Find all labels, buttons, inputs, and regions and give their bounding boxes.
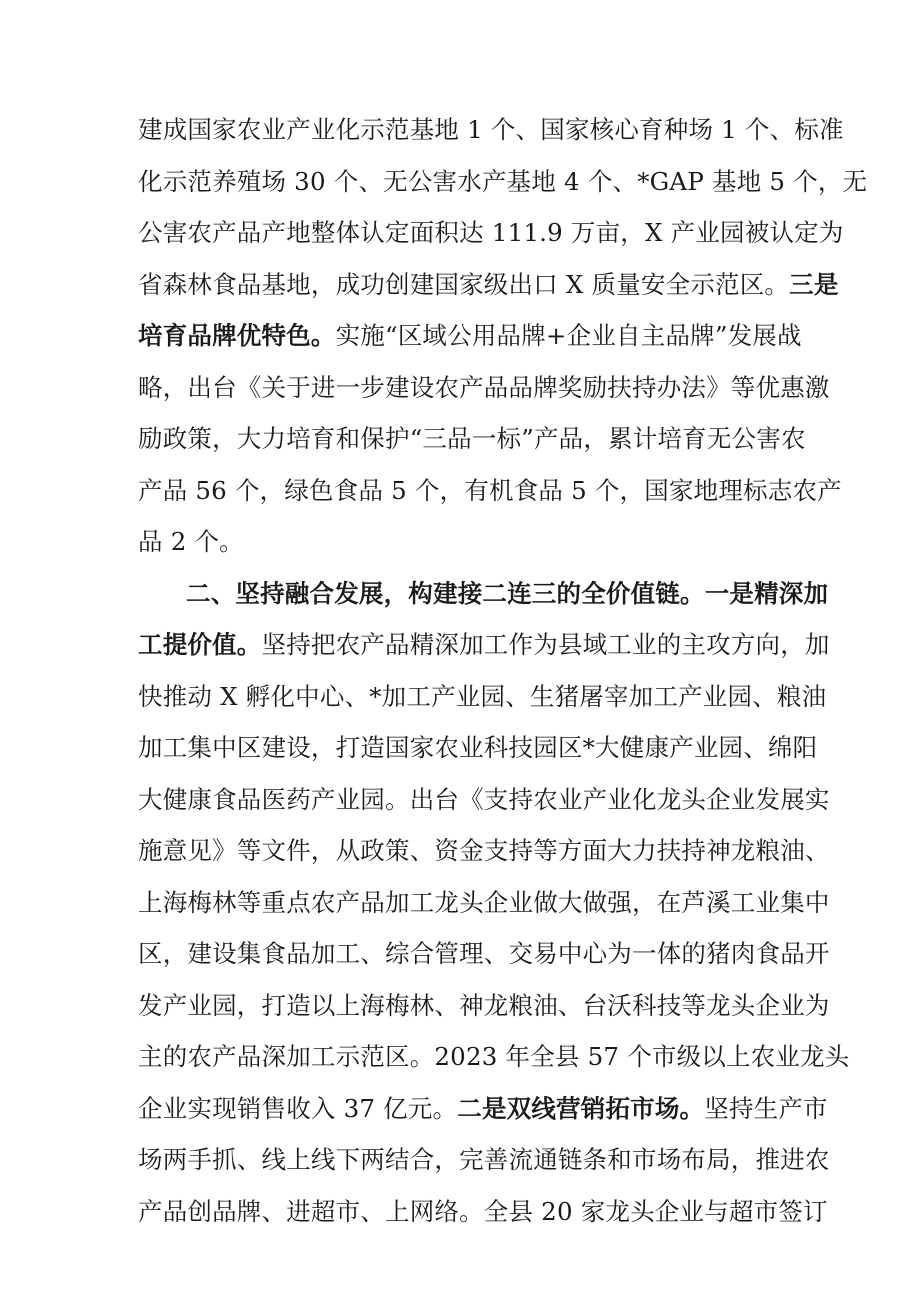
text-run: 品 2 个。 bbox=[138, 527, 244, 556]
text-line bbox=[138, 677, 827, 717]
text-run: 主的农产品深加工示范区。2023 年全县 57 个市级以上农业龙头 bbox=[138, 1042, 850, 1071]
text-run: 建成国家农业产业化示范基地 1 个、国家核心育种场 1 个、标准 bbox=[138, 115, 844, 144]
text-run: 发产业园，打造以上海梅林、神龙粮油、台沃科技等龙头企业为 bbox=[138, 991, 830, 1020]
text-line bbox=[138, 368, 830, 408]
text-line bbox=[138, 883, 830, 923]
bold-text-run: 二、坚持融合发展，构建接二连三的全价值链。 bbox=[186, 579, 705, 608]
text-line bbox=[138, 986, 830, 1026]
text-run: 省森林食品基地，成功创建国家级出口 X 质量安全示范区。 bbox=[138, 270, 790, 299]
text-run: 施意见》等文件，从政策、资金支持等方面大力扶持神龙粮油、 bbox=[138, 836, 830, 865]
text-run: 快推动 X 孵化中心、*加工产业园、生猪屠宰加工产业园、粮油 bbox=[138, 682, 827, 711]
text-run: 上海梅林等重点农产品加工龙头企业做大做强，在芦溪工业集中 bbox=[138, 888, 830, 917]
bold-text-run: 一是精深加 bbox=[704, 579, 829, 608]
text-line bbox=[138, 265, 839, 305]
text-line bbox=[138, 162, 868, 202]
text-line bbox=[138, 1140, 830, 1180]
text-line bbox=[138, 780, 830, 820]
text-run: 加工集中区建设，打造国家农业科技园区*大健康产业园、绵阳 bbox=[138, 733, 818, 762]
text-run: 大健康食品医药产业园。出台《支持农业产业化龙头企业发展实 bbox=[138, 785, 830, 814]
section-heading-line bbox=[186, 574, 829, 614]
text-run: 励政策，大力培育和保护“三品一标”产品，累计培育无公害农 bbox=[138, 424, 806, 453]
text-run: 坚持把农产品精深加工作为县域工业的主攻方向，加 bbox=[261, 630, 830, 659]
text-run: 坚持生产市 bbox=[704, 1094, 828, 1123]
text-line bbox=[138, 522, 788, 562]
text-line bbox=[138, 625, 830, 665]
text-run: 略，出台《关于进一步建设农产品品牌奖励扶持办法》等优惠激 bbox=[138, 373, 830, 402]
text-line bbox=[138, 728, 818, 768]
text-run: 场两手抓、线上线下两结合，完善流通链条和市场布局，推进农 bbox=[138, 1145, 830, 1174]
text-line bbox=[138, 213, 844, 253]
text-run: 公害农产品产地整体认定面积达 111.9 万亩，X 产业园被认定为 bbox=[138, 218, 844, 247]
bold-text-run: 三是 bbox=[789, 270, 839, 299]
text-line bbox=[138, 1089, 828, 1129]
text-line bbox=[138, 316, 802, 356]
text-run: 化示范养殖场 30 个、无公害水产基地 4 个、*GAP 基地 5 个，无 bbox=[138, 167, 868, 196]
text-run: 区，建设集食品加工、综合管理、交易中心为一体的猪肉食品开 bbox=[138, 939, 830, 968]
text-line bbox=[138, 419, 806, 459]
text-line bbox=[138, 471, 842, 511]
text-line bbox=[138, 831, 830, 871]
bold-text-run: 二是双线营销拓市场。 bbox=[457, 1094, 705, 1123]
text-run: 企业实现销售收入 37 亿元。 bbox=[138, 1094, 458, 1123]
bold-text-run: 培育品牌优特色。 bbox=[138, 321, 336, 350]
text-run: 产品创品牌、进超市、上网络。全县 20 家龙头企业与超市签订 bbox=[138, 1197, 828, 1226]
text-line bbox=[138, 1192, 828, 1232]
text-line bbox=[138, 1037, 850, 1077]
text-run: 实施“区域公用品牌+企业自主品牌”发展战 bbox=[335, 321, 802, 350]
text-line bbox=[138, 934, 830, 974]
text-run: 产品 56 个，绿色食品 5 个，有机食品 5 个，国家地理标志农产 bbox=[138, 476, 842, 505]
text-line bbox=[138, 110, 844, 150]
bold-text-run: 工提价值。 bbox=[138, 630, 262, 659]
